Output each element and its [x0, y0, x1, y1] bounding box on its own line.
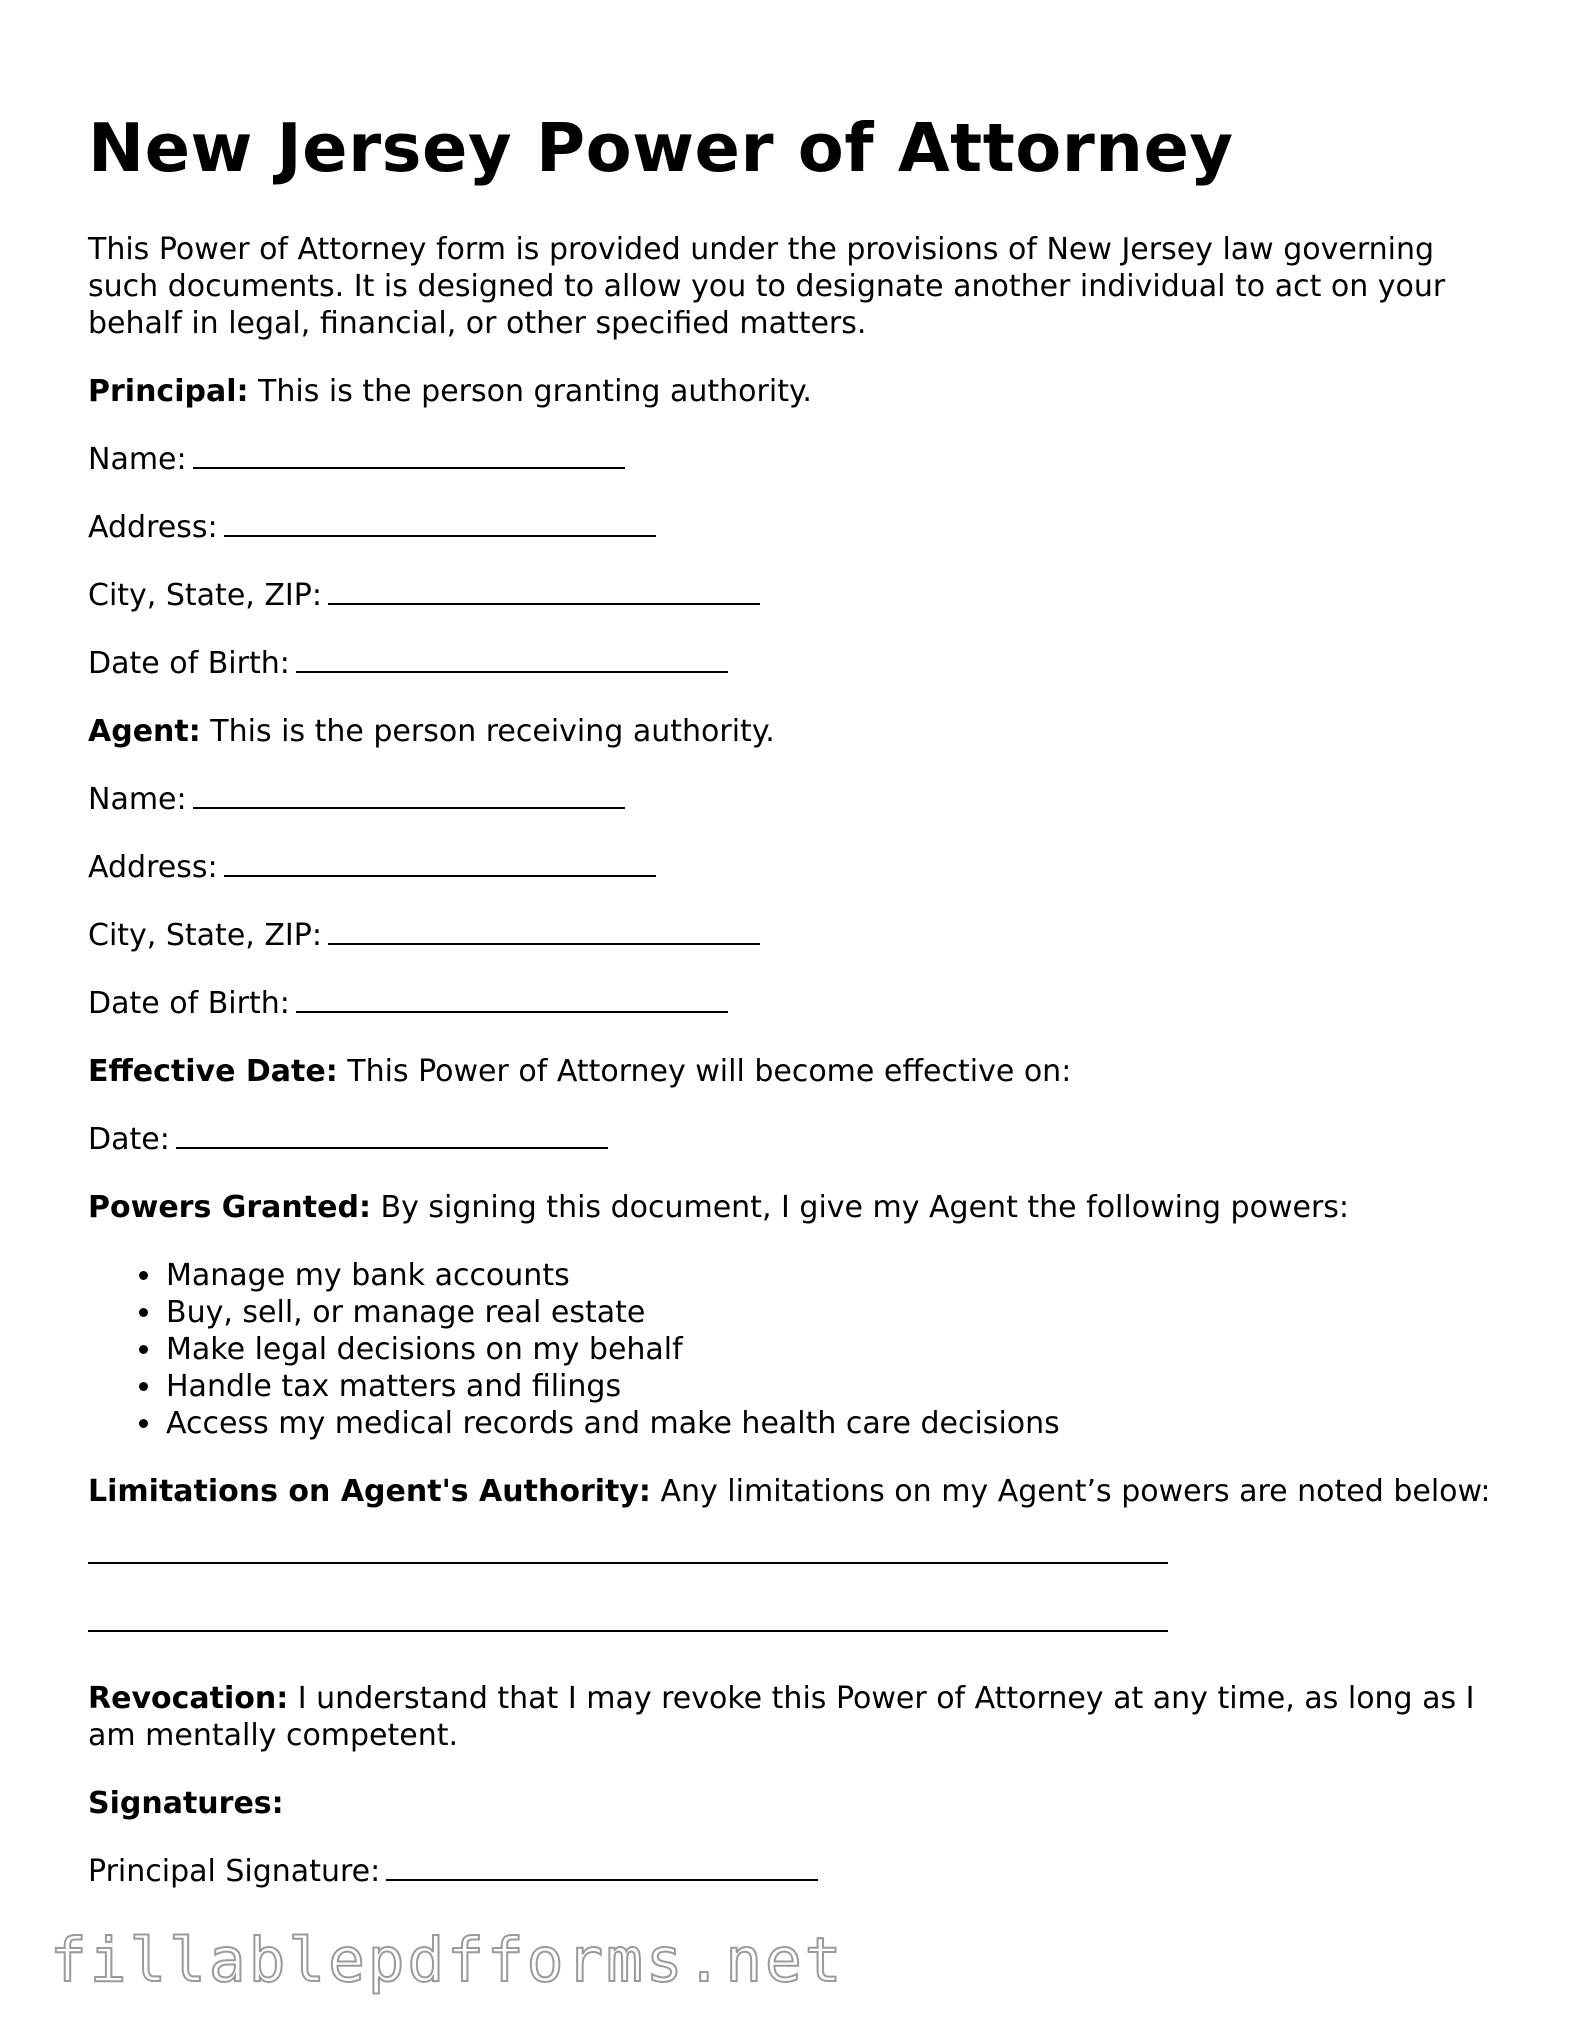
principal-city-label: City, State, ZIP: — [88, 578, 322, 613]
principal-name-label: Name: — [88, 442, 187, 477]
agent-address-row — [88, 849, 1508, 886]
principal-name-field[interactable] — [193, 443, 625, 469]
principal-address-label: Address: — [88, 510, 218, 545]
revocation-paragraph — [88, 1680, 1508, 1754]
page-title: New Jersey Power of Attorney — [88, 109, 1234, 187]
list-item: • Access my medical records and make health care decisions — [164, 1405, 1508, 1442]
document-page — [88, 108, 1508, 1921]
powers-label: Powers Granted: — [88, 1190, 371, 1225]
intro-paragraph: This Power of Attorney form is provided under the provisions of New Jersey law governing such documents. It is designed to allow you to designate another individual to act on your behalf in legal, financial, or other specified matters. — [88, 232, 1446, 341]
principal-label: Principal: — [88, 374, 249, 409]
limitations-description: Any limitations on my Agent’s powers are noted below: — [660, 1474, 1491, 1509]
principal-dob-field[interactable] — [296, 647, 728, 673]
agent-city-label: City, State, ZIP: — [88, 918, 322, 953]
agent-dob-label: Date of Birth: — [88, 986, 290, 1021]
signatures-label: Signatures: — [88, 1786, 284, 1821]
agent-name-field[interactable] — [193, 783, 625, 809]
effective-date-label: Date: — [88, 1122, 170, 1157]
principal-signature-label: Principal Signature: — [88, 1854, 381, 1889]
revocation-description: I understand that I may revoke this Power of Attorney at any time, as long as I am mentally competent. — [88, 1681, 1475, 1753]
watermark: fillablepdfforms.net — [50, 1925, 845, 1996]
effective-date-row — [88, 1121, 1508, 1158]
agent-name-row — [88, 781, 1508, 818]
list-item: • Manage my bank accounts — [164, 1257, 1508, 1294]
revocation-label: Revocation: — [88, 1681, 289, 1716]
list-item: • Handle tax matters and filings — [164, 1368, 1508, 1405]
powers-description: By signing this document, I give my Agent the following powers: — [380, 1190, 1350, 1225]
signatures-heading — [88, 1785, 1508, 1822]
principal-city-field[interactable] — [328, 579, 760, 605]
effective-description: This Power of Attorney will become effective on: — [347, 1054, 1072, 1089]
agent-city-field[interactable] — [328, 919, 760, 945]
agent-description: This is the person receiving authority. — [210, 714, 775, 749]
powers-list — [88, 1257, 1508, 1442]
agent-address-label: Address: — [88, 850, 218, 885]
list-item: • Make legal decisions on my behalf — [164, 1331, 1508, 1368]
agent-name-label: Name: — [88, 782, 187, 817]
principal-description: This is the person granting authority. — [258, 374, 812, 409]
agent-heading — [88, 713, 1508, 750]
limitations-lines — [88, 1510, 1508, 1632]
agent-dob-row — [88, 985, 1508, 1022]
limitations-line-1[interactable] — [88, 1562, 1168, 1564]
agent-address-field[interactable] — [224, 851, 656, 877]
principal-heading — [88, 373, 1508, 410]
effective-heading — [88, 1053, 1508, 1090]
powers-heading — [88, 1189, 1508, 1226]
effective-date-field[interactable] — [176, 1123, 608, 1149]
limitations-heading — [88, 1473, 1508, 1510]
principal-address-row — [88, 509, 1508, 546]
principal-signature-row — [88, 1853, 1508, 1890]
limitations-label: Limitations on Agent's Authority: — [88, 1474, 651, 1509]
agent-label: Agent: — [88, 714, 201, 749]
list-item: • Buy, sell, or manage real estate — [164, 1294, 1508, 1331]
principal-name-row — [88, 441, 1508, 478]
effective-label: Effective Date: — [88, 1054, 338, 1089]
agent-city-row — [88, 917, 1508, 954]
principal-dob-label: Date of Birth: — [88, 646, 290, 681]
principal-signature-field[interactable] — [386, 1855, 818, 1881]
principal-address-field[interactable] — [224, 511, 656, 537]
principal-dob-row — [88, 645, 1508, 682]
limitations-line-2[interactable] — [88, 1630, 1168, 1632]
principal-city-row — [88, 577, 1508, 614]
agent-dob-field[interactable] — [296, 987, 728, 1013]
